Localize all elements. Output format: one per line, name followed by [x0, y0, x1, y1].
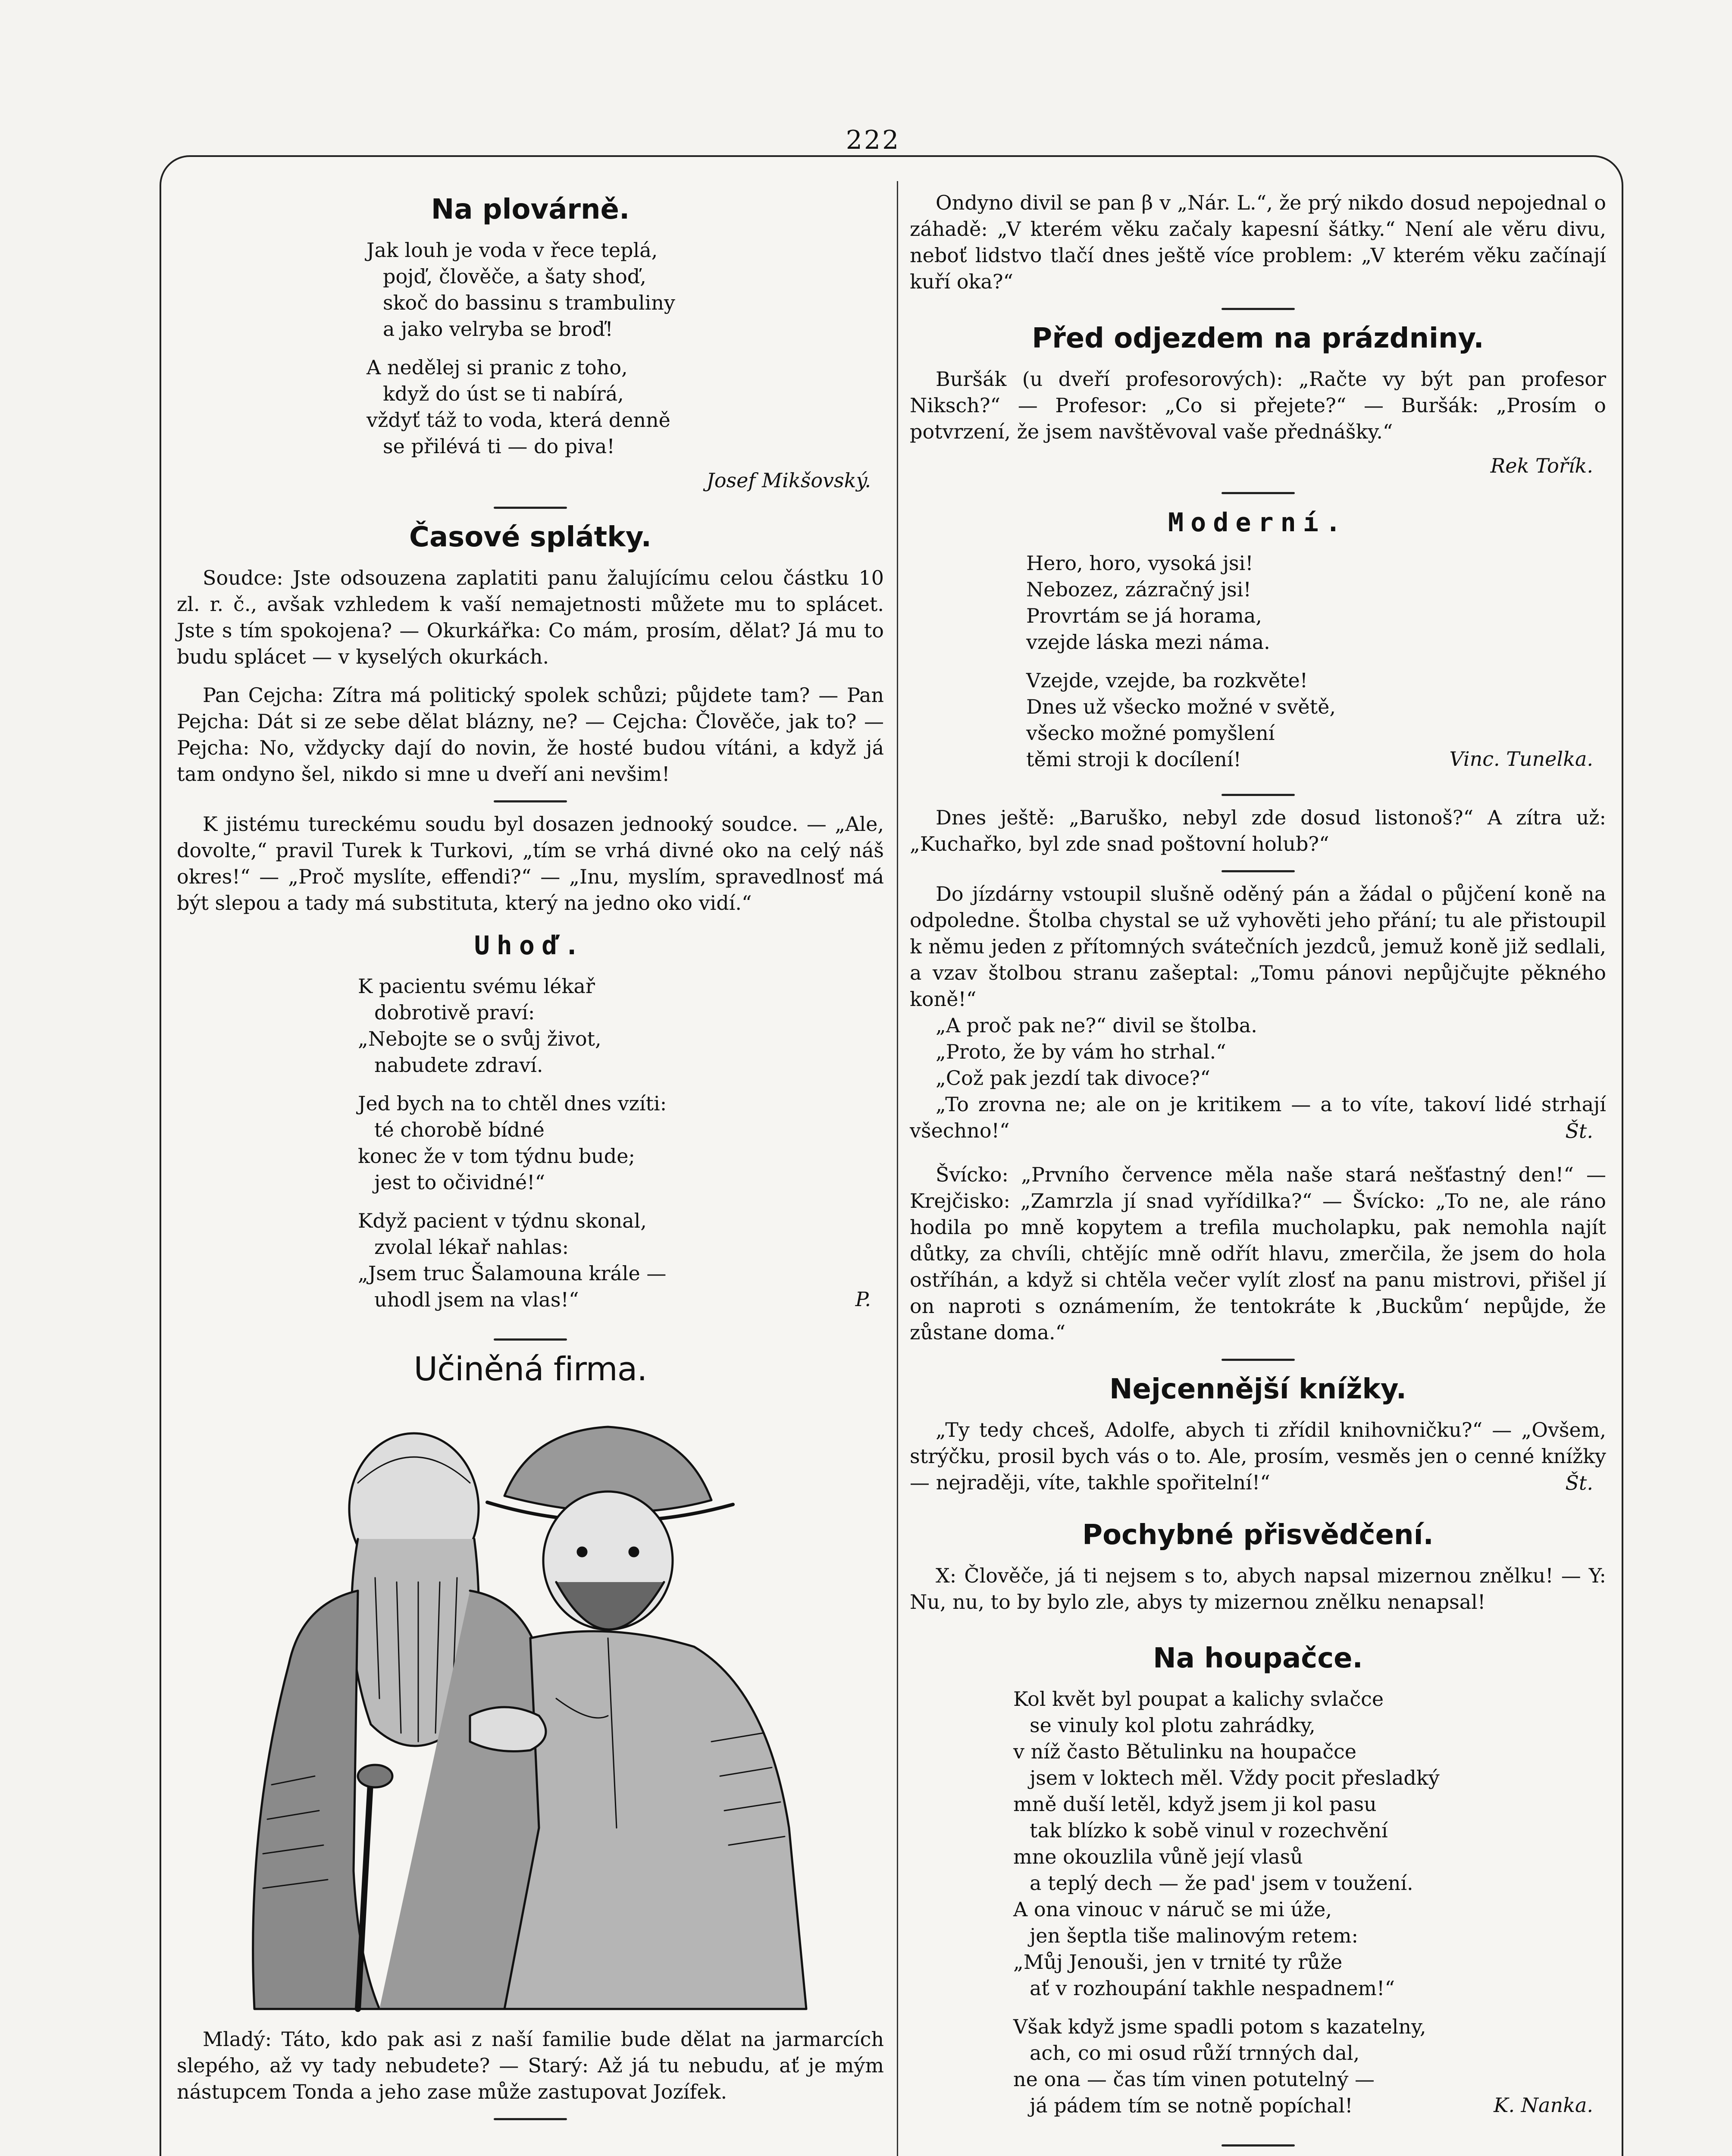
- illustration-two-men: [229, 1397, 832, 2013]
- poem-line: já pádem tím se notně popíchal!: [1030, 2094, 1353, 2117]
- poem-line: se přilévá ti — do piva!: [383, 435, 615, 458]
- title-moderni: Moderní.: [1168, 508, 1348, 538]
- separator-rule: [494, 507, 567, 509]
- poem-line: Nebozez, zázračný jsi!: [1026, 578, 1251, 601]
- poem-line: jest to očividné!“: [374, 1171, 545, 1194]
- paragraph-turek: K jistému tureckému soudu byl dosazen jednooký soudce. — „Ale, dovolte,“ pravil Turek k Turkovi, „tím se vrhá divné oko na celý náš okres!“ — „Proč myslíte, effendi?“ — „Inu, myslím, spravedlnosť má být slepou a tady má substituta, který na jedno oko vidí.“: [177, 812, 884, 915]
- title-na-plovarne: Na plovárně.: [431, 194, 630, 226]
- poem-line: zvolal lékař nahlas:: [374, 1235, 569, 1259]
- poem-line: Dnes už všecko možné v světě,: [1026, 695, 1336, 718]
- poem-line: vzejde láska mezi náma.: [1026, 630, 1270, 654]
- paragraph-knihovnicka: „Ty tedy chceš, Adolfe, abych ti zřídil knihovničku?“ — „Ovšem, strýčku, prosil bych vás o to. Ale, prosím, vesměs jen o cenné knížky — nejraději, víte, takhle spořitelní!“: [910, 1418, 1606, 1494]
- separator-rule: [1221, 870, 1295, 872]
- poem-line: a jako velryba se broď!: [383, 317, 613, 341]
- author-st-2: Št.: [1565, 1471, 1593, 1495]
- author-p: P.: [855, 1288, 871, 1311]
- separator-rule: [1221, 1359, 1295, 1361]
- poem-line: v níž často Bětulinku na houpačce: [1013, 1740, 1356, 1763]
- separator-rule: [494, 2118, 567, 2120]
- poem-moderni: [1026, 550, 1606, 773]
- poem-line: jen šeptla tiše malinovým retem:: [1030, 1924, 1358, 1947]
- stanza: [1026, 550, 1606, 655]
- stanza: [358, 973, 884, 1078]
- separator-rule: [494, 800, 567, 802]
- page-number: 222: [846, 125, 901, 155]
- paragraph-cejcha: Pan Cejcha: Zítra má politický spolek schůzi; půjdete tam? — Pan Pejcha: Dát si ze sebe dělat blázny, ne? — Cejcha: Člověče, jak to? — Pejcha: No, vždycky dají do novin, že hosté budou vítáni, a když já tam ondyno šel, nikdo si mne u dveří ani nevšim!: [177, 683, 884, 786]
- separator-rule: [1221, 794, 1295, 796]
- poem-line: Vzejde, vzejde, ba rozkvěte!: [1026, 669, 1308, 692]
- poem-line: když do úst se ti nabírá,: [383, 382, 624, 405]
- poem-line: ach, co mi osud růží trnných dal,: [1030, 2041, 1360, 2065]
- poem-line: Kol květ byl poupat a kalichy svlačce: [1013, 1687, 1384, 1711]
- dialogue-line: „Proto, že by vám ho strhal.“: [936, 1040, 1226, 1063]
- author-rek-torik: Rek Tořík.: [1490, 454, 1593, 477]
- column-divider: [897, 181, 898, 2156]
- paragraph-svicko: Švícko: „Prvního července měla naše stará nešťastný den!“ — Krejčisko: „Zamrzla jí snad vyřídilka?“ — Švícko: „To ne, ale ráno hodila po mně kopytem a trefila mucholapku, pak nemohla najít důtky, za chvíli, chtějíc mně odřít hlavu, zmerčila, že jsem do hola ostříhán, a když si chtěla večer vylít zlosť na panu mistrovi, přišel jí on naproti s oznámením, že tentokráte k ‚Buckům‘ nepůjde, že zůstane doma.“: [910, 1163, 1606, 1344]
- poem-line: mne okouzlila vůně její vlasů: [1013, 1845, 1303, 1868]
- author-tunelka: Vinc. Tunelka.: [1449, 747, 1593, 771]
- title-pred-odjezdem: Před odjezdem na prázdniny.: [1032, 323, 1484, 354]
- paragraph-znelka: X: Člověče, já ti nejsem s to, abych napsal mizernou znělku! — Y: Nu, nu, to by bylo zle, abys ty mizernou znělku nenapsal!: [910, 1564, 1606, 1614]
- poem-line: tak blízko k sobě vinul v rozechvění: [1030, 1819, 1388, 1842]
- poem-line: Jed bych na to chtěl dnes vzíti:: [358, 1092, 667, 1115]
- poem-line: „Můj Jenouši, jen v trnité ty růže: [1013, 1950, 1343, 1974]
- stanza: [358, 1091, 884, 1196]
- title-nejcennejsi-knizky: Nejcennější knížky.: [1109, 1373, 1407, 1405]
- poem-line: Provrtám se já horama,: [1026, 604, 1262, 627]
- paragraph-jizdarna: Do jízdárny vstoupil slušně oděný pán a žádal o půjčení koně na odpoledne. Štolba chystal se už vyhověti jeho přání; tu ale přistoupil k němu jeden z přítomných svátečních jezdců, jemuž koně již sedlali, a vzav štolbou stranu zašeptal: „Tomu pánovi nepůjčujte pěkného koně!“: [910, 882, 1606, 1011]
- dialogue-line: „A proč pak ne?“ divil se štolba.: [936, 1014, 1257, 1037]
- poem-line: A ona vinouc v náruč se mi úže,: [1013, 1898, 1332, 1921]
- separator-rule: [1221, 308, 1295, 310]
- poem-line: A nedělej si pranic z toho,: [366, 356, 628, 379]
- poem-line: skoč do bassinu s trambuliny: [383, 291, 675, 314]
- poem-line: vždyť táž to voda, která denně: [366, 408, 670, 432]
- poem-line: „Nebojte se o svůj život,: [358, 1027, 601, 1050]
- paragraph-holub: Dnes ještě: „Baruško, nebyl zde dosud listonoš?“ A zítra už: „Kuchařko, byl zde snad poštovní holub?“: [910, 806, 1606, 856]
- stanza: [366, 237, 884, 342]
- stanza: [366, 354, 884, 460]
- poem-line: a teplý dech — že pad' jsem v toužení.: [1030, 1871, 1413, 1895]
- poem-line: pojď, člověče, a šaty shoď,: [383, 265, 646, 288]
- author-nanka: K. Nanka.: [1494, 2093, 1593, 2117]
- poem-line: všecko možné pomyšlení: [1026, 721, 1275, 745]
- separator-rule: [1221, 2144, 1295, 2147]
- separator-rule: [1221, 492, 1295, 494]
- poem-line: ne ona — čas tím vinen potutelný —: [1013, 2068, 1375, 2091]
- poem-line: uhodl jsem na vlas!“: [374, 1288, 579, 1311]
- poem-line: Hero, horo, vysoká jsi!: [1026, 552, 1253, 575]
- poem-line: „Jsem truc Šalamouna krále —: [358, 1262, 667, 1285]
- poem-line: mně duší letěl, když jsem ji kol pasu: [1013, 1792, 1377, 1816]
- poem-line: ať v rozhoupání takhle nespadnem!“: [1030, 1977, 1395, 2000]
- poem-line: dobrotivě praví:: [374, 1001, 535, 1024]
- poem-na-houpacce: [1013, 1686, 1606, 2119]
- author-st: Št.: [1565, 1119, 1593, 1143]
- stanza: [1013, 1686, 1606, 2002]
- poem-uhod: [358, 973, 884, 1313]
- author-mikssovsky: Josef Mikšovský.: [706, 469, 871, 492]
- poem-line: těmi stroji k docílení!: [1026, 748, 1241, 771]
- poem-line: Jak louh je voda v řece teplá,: [366, 238, 658, 262]
- poem-line: se vinuly kol plotu zahrádky,: [1030, 1714, 1315, 1737]
- title-uhod: Uhoď.: [474, 931, 587, 961]
- dialogue-line: „Což pak jezdí tak divoce?“: [936, 1066, 1210, 1090]
- poem-line: Když pacient v týdnu skonal,: [358, 1209, 647, 1232]
- poem-line: konec že v tom týdnu bude;: [358, 1144, 635, 1168]
- poem-line: té chorobě bídné: [374, 1118, 545, 1141]
- title-ucinena-firma: Učiněná firma.: [413, 1350, 647, 1388]
- poem-line: jsem v loktech měl. Vždy pocit přesladký: [1030, 1766, 1440, 1789]
- paragraph-soudce: Soudce: Jste odsouzena zaplatiti panu žalujícímu celou částku 10 zl. r. č., avšak vzhledem k vaší nemajetnosti můžete mu to splácet. Jste s tím spokojena? — Okurkářka: Co mám, prosím, dělat? Já mu to budu splácet — v kyselých okurkách.: [177, 566, 884, 668]
- dialogue-line: „To zrovna ne; ale on je kritikem — a to víte, takoví lidé strhají všechno!“: [910, 1093, 1606, 1142]
- poem-line: K pacientu svému lékař: [358, 975, 595, 998]
- separator-rule: [494, 1338, 567, 1341]
- paragraph-kapesni-satky: Ondyno divil se pan β v „Nár. L.“, že prý nikdo dosud nepojednal o záhadě: „V kterém věku začaly kapesní šátky.“ Není ale věru divu, neboť lidstvo tlačí dnes ještě více problem: „V kterém věku začínají kuří oka?“: [910, 191, 1606, 293]
- caption-ucinena-firma: Mladý: Táto, kdo pak asi z naší familie bude dělat na jarmarcích slepého, až vy tady nebudete? — Starý: Až já tu nebudu, ať je mým nástupcem Tonda a jeho zase může zastupovat Jozífek.: [177, 2028, 884, 2103]
- poem-na-plovarne: [366, 237, 884, 460]
- title-pochybne-prisvedceni: Pochybné přisvědčení.: [1082, 1519, 1434, 1551]
- paragraph-bursak: Buršák (u dveří profesorových): „Račte vy být pan profesor Niksch?“ — Profesor: „Co si přejete?“ — Buršák: „Prosím o potvrzení, že jsem navštěvoval vaše přednášky.“: [910, 367, 1606, 443]
- poem-line: Však když jsme spadli potom s kazatelny,: [1013, 2015, 1426, 2038]
- title-casove-splatky: Časové splátky.: [409, 521, 651, 553]
- poem-line: nabudete zdraví.: [374, 1053, 543, 1077]
- title-na-houpacce: Na houpačce.: [1153, 1642, 1363, 1674]
- left-column: [177, 181, 884, 2129]
- right-column: [910, 181, 1606, 2155]
